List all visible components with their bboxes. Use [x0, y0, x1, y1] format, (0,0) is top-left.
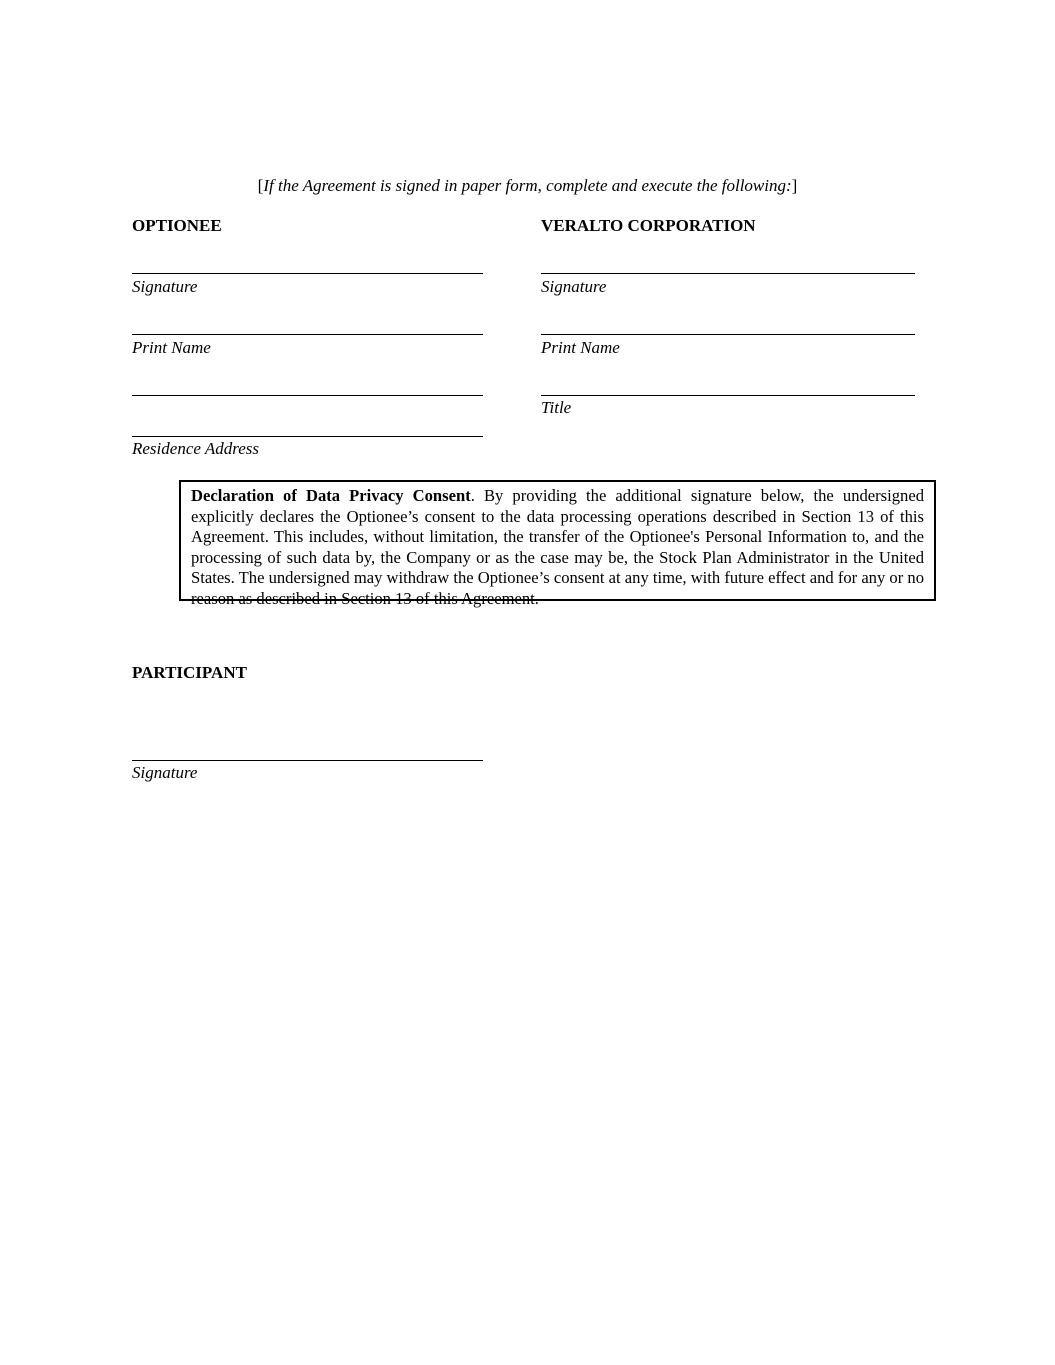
data-privacy-consent-box — [179, 480, 936, 608]
company-signature-line[interactable] — [541, 273, 915, 274]
company-title-line[interactable] — [541, 395, 915, 396]
intro-text: If the Agreement is signed in paper form, complete and execute the following: — [263, 176, 792, 195]
data-privacy-consent-title: Declaration of Data Privacy Consent — [191, 486, 471, 505]
optionee-signature-line[interactable] — [132, 273, 483, 274]
intro-close-bracket: ] — [791, 176, 798, 195]
intro-instruction — [0, 176, 1055, 196]
intro-open-bracket: [ — [257, 176, 264, 195]
participant-signature-caption: Signature — [132, 763, 198, 782]
company-heading: VERALTO CORPORATION — [541, 216, 756, 235]
company-title-caption: Title — [541, 398, 572, 417]
company-print-name-caption: Print Name — [541, 338, 620, 357]
company-print-name-line[interactable] — [541, 334, 915, 335]
optionee-print-name-line[interactable] — [132, 334, 483, 335]
optionee-signature-caption: Signature — [132, 277, 198, 296]
optionee-address-line-2[interactable] — [132, 436, 483, 437]
participant-signature-line[interactable] — [132, 760, 483, 761]
optionee-print-name-caption: Print Name — [132, 338, 211, 357]
data-privacy-consent-body: . By providing the additional signature below, the undersigned explicitly declares the Optionee’s consent to the data processing operations described in Section 13 of this Agreement. This includes, without limitation, the transfer of the Optionee's Personal Information to, and the processing of such data by, the Company or as the case may be, the Stock Plan Administrator in the United States. The undersigned may withdraw the Optionee’s consent at any time, with future effect and for any or no reason as described in Section 13 of this Agreement. — [191, 486, 924, 608]
participant-heading: PARTICIPANT — [132, 663, 247, 682]
optionee-address-line-1[interactable] — [132, 395, 483, 396]
optionee-residence-address-caption: Residence Address — [132, 439, 259, 458]
company-signature-caption: Signature — [541, 277, 607, 296]
optionee-heading: OPTIONEE — [132, 216, 222, 235]
